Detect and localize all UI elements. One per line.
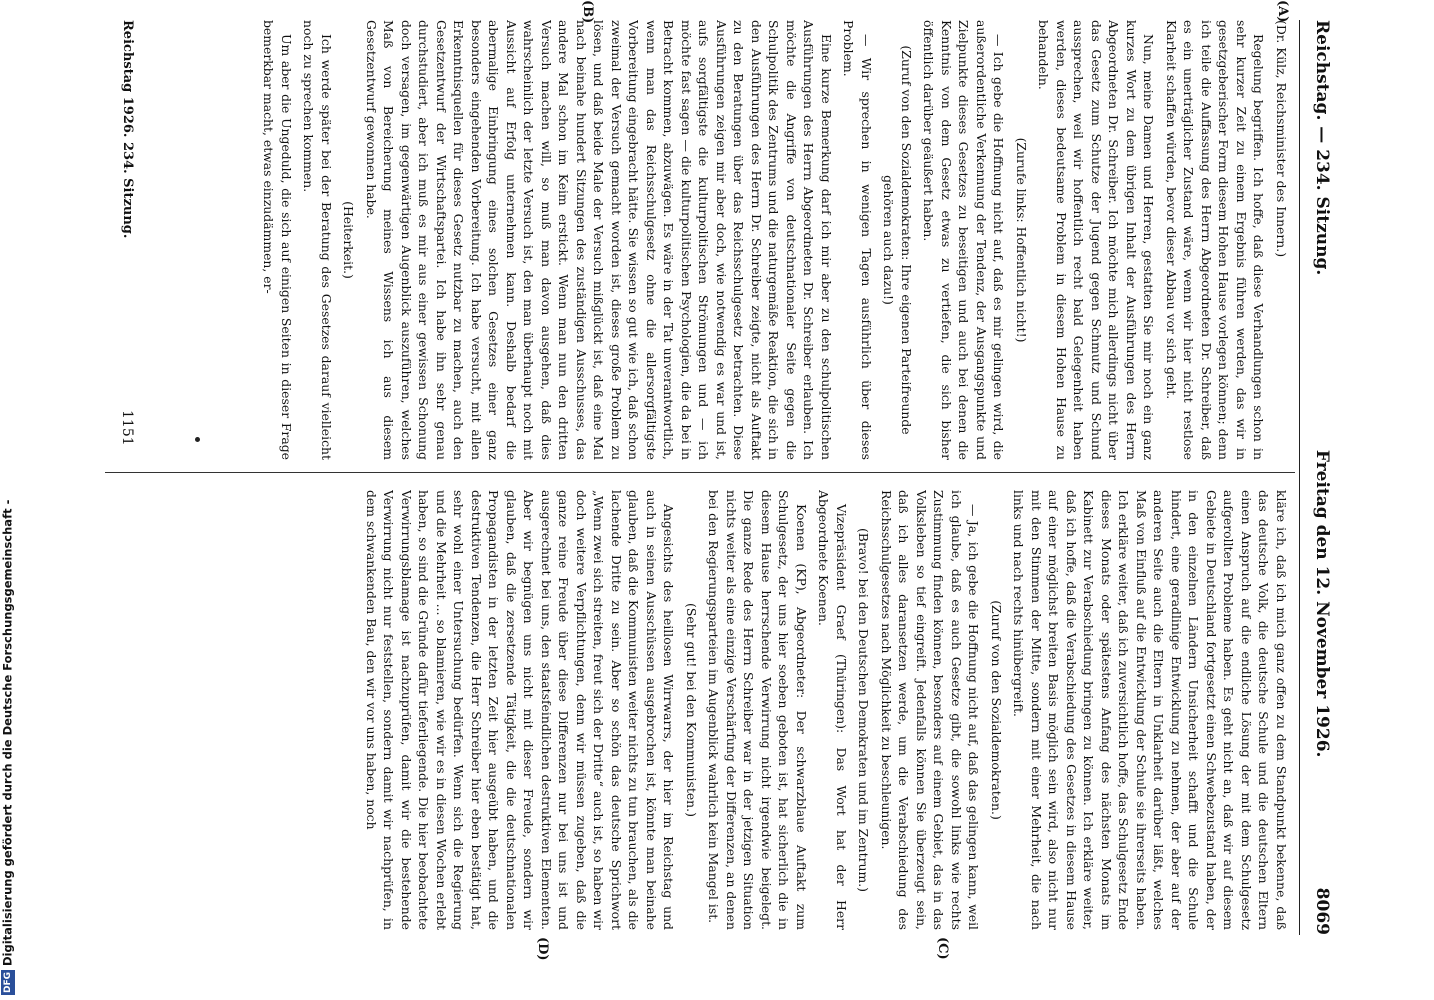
margin-marker-a: (A) [1275, 0, 1290, 23]
left-paragraph-3: — Ich gebe die Hoffnung nicht auf, daß es mir gelingen wird, die außerordentliche Verkennung der Tendenz, der Ausgangspunkte und Zielpunkte dieses Gesetzes zu beseitigen und auch bei denen die Kenntnis von dem Gesetz etwas zu vertiefen, die sich bisher öffentlich darüber geäußert haben. [921, 20, 1007, 460]
left-paragraph-5: Eine kurze Bemerkung darf ich mir aber zu den schulpolitischen Ausführungen des Herrn Abgeordneten Dr. Schreiber erlauben. Ich möchte die Angriffe von deutschnationaler Seite gegen die Schulpolitik des Zentrums und die naturgemäße Reaktion, die sich in den Ausführungen des Herrn Dr. Schreiber zeigte, nicht als Auftakt zu den Beratungen über das Reichsschulgesetz betrachten. Diese Ausführungen zeigen mir aber doch, wie notwendig es war und ist, aufs sorgfältigste die kulturpolitischen Strömungen und — ich möchte fast sagen — die kulturpolitischen Psychologien, die da bei in Betracht kommen, abzuwägen. Es wäre in der Tat unverantwortlich, wenn man das Reichsschulgesetz ohne die allersorgfältigste Vorbereitung eingebracht hätte. Sie wissen so gut wie ich, daß schon zweimal der Versuch gemacht worden ist, dieses große Problem zu lösen, und daß beide Male der Versuch mißglückt ist, daß eine Mal nach beinahe hundert Sitzungen des zuständigen Ausschusses, das andere Mal schon im Keim erstickt. Wenn man nun den dritten Versuch machen will, so muß man davon ausgehen, daß dies wahrscheinlich der letzte Versuch ist, den man überhaupt noch mit Aussicht auf Erfolg unternehmen kann. Deshalb bedarf die abermalige Einbringung eines solchen Gesetzes einer ganz besonders eingehenden Vorbereitung. Ich habe versucht, mit allen Erkenntnisquellen für dieses Gesetz nutzbar zu machen, auch den Gesetzentwurf der Wirtschaftspartei. Ich habe ihn sehr genau durchstudiert, aber ich muß es mir aus einer gewissen Schonung doch versagen, im gegenwärtigen Augenblick auszuführen, welches Maß von Bereicherung meines Wissens ich aus diesem Gesetzentwurf gewonnen habe. [364, 20, 834, 460]
header-left: Reichstag. — 234. Sitzung. [1312, 20, 1332, 276]
left-paragraph-6: Ich werde später bei der Beratung des Gesetzes darauf vielleicht noch zu sprechen kommen. [301, 20, 334, 460]
header-right [1312, 450, 1332, 935]
margin-marker-c: (C) [935, 937, 950, 960]
right-paragraph-3: Vizepräsident Graef (Thüringen): Das Wort hat der Herr Abgeordnete Koenen. [816, 490, 849, 930]
page-header [1299, 20, 1340, 935]
right-paragraph-2: — Ja, ich gebe die Hoffnung nicht auf, daß das gelingen kann, weil ich glaube, daß es auch Gesetze gibt, die sowohl links wie rechts Zustimmung finden können, besonders auf einem Gebiet, das in das Volksleben so tief eingreift. Jedenfalls können Sie überzeugt sein, daß ich alles daransetzen werde, um die Verabschiedung des Reichsschulgesetzes nach Möglichkeit zu beschleunigen. [879, 490, 982, 930]
right-column [250, 490, 1290, 930]
right-paragraph-5: Angesichts des heillosen Wirrwarrs, der hier im Reichstag und auch in seinen Ausschüssen ausgebrochen ist, könnte man beinahe glauben, daß die Kommunisten weiter nichts zu tun brauchen, als die lachende Dritte zu sein. Aber so schön das deutsche Sprichwort „Wenn zwei sich streiten, freut sich der Dritte“ auch ist, so haben wir doch weitere Verpflichtungen, denn wir müssen zugeben, daß die ganze reine Freude über diese Differenzen nur bei uns ist und ausgerechnet bei uns, den staatsfeindlichen destruktiven Elementen. Aber wir begnügen uns nicht mit dieser Freude, sondern wir glauben, daß die zersetzende Tätigkeit, die die deutschnationalen Propagandisten in der letzten Zeit hier ausgeübt haben, und die destruktiven Tendenzen, die Herr Schreiber hier eben bestätigt hat, sehr wohl einer Untersuchung bedürfen. Wenn sich die Regierung und die Mehrheit ... so blamieren, wie wir es in diesen Wochen erlebt haben, so sind die Gründe dafür tieferliegende. Die hier beobachtete Verwirrungsblamage ist nachzuprüfen, damit wir die bestehende Verwirrung nicht nur feststellen, sondern damit wir nachprüfen, in dem schwankenden Bau, den wir vor uns haben, noch [364, 490, 677, 930]
dfg-logo-icon: DFG [2, 971, 13, 993]
left-paragraph-7: Um aber die Ungeduld, die sich auf einigen Seiten in dieser Frage bemerkbar macht, etwas einzudämmen, er- [261, 20, 294, 460]
credit-line [0, 0, 20, 995]
left-paragraph-4: — Wir sprechen in wenigen Tagen ausführlich über dieses Problem. [841, 20, 874, 460]
left-paragraph-2: Nun, meine Damen und Herren, gestatten Sie mir noch ein ganz kurzes Wort zu dem übrigen Inhalt der Ausführungen des Herrn Abgeordneten Dr. Schreiber. Ich möchte mich allerdings nicht über das Gesetz zum Schutze der Jugend gegen Schmutz und Schund aussprechen, weil wir hoffentlich recht bald Gelegenheit haben werden, dieses bedeutsame Problem in diesem Hohen Hause zu behandeln. [1036, 20, 1157, 460]
column-divider [105, 472, 1295, 473]
interjection-6: (Sehr gut! bei den Kommunisten.) [684, 603, 699, 817]
right-paragraph-4: Koenen (KP), Abgeordneter: Der schwarzblaue Auftakt zum Schulgesetz, der uns hier soeben geboten ist, hat sicherlich die in diesem Hause herrschende Verwirrung nicht irgendwie beigelegt. Die ganze Rede des Herrn Schreiber war in der jetzigen Situation nichts weiter als eine einzige Verschärfung der Differenzen, an denen bei den Regierungsparteien im Augenblick wahrlich kein Mangel ist. [706, 490, 809, 930]
margin-marker-b: (B) [580, 0, 595, 24]
interjection-4: (Zuruf von den Sozialdemokraten.) [989, 600, 1004, 820]
print-dot [195, 437, 200, 442]
margin-marker-d: (D) [535, 937, 550, 961]
interjection-2: (Zuruf von den Sozialdemokraten: Ihre eigenen Parteifreunde gehören auch dazu!) [881, 45, 914, 435]
document-sheet [95, 0, 1340, 960]
footer-left: Reichstag 1926. 234. Sitzung. [120, 20, 135, 239]
rotated-document [95, 0, 1340, 960]
speaker-label: (Dr. Külz, Reichsminister des Innern.) [1274, 20, 1289, 258]
interjection-1: (Zurufe links: Hoffentlich nicht!) [1014, 137, 1029, 343]
right-paragraph-1: kläre ich, daß ich mich ganz offen zu dem Standpunkt bekenne, daß das deutsche Volk, die deutsche Schule und die deutschen Eltern einen Anspruch auf die endliche Lösung der mit dem Schulgesetz aufgerollten Probleme haben. Es geht nicht an, daß wir auf diesem Gebiete in Deutschland fortgesetzt einen Schwebezustand haben, der in den einzelnen Ländern Unsicherheit schafft und die Schule hindert, eine geradlinige Entwicklung zu nehmen, der aber auf der anderen Seite auch die Eltern in Unklarheit darüber läßt, welches Maß von Einfluß auf die Entwicklung der Schule sie ihrerseits haben. Ich erkläre weiter, daß ich zuversichtlich hoffe, das Schulgesetz Ende dieses Monats oder spätestens Anfang des nächsten Monats im Kabinett zur Verabschiedung bringen zu können. Ich erkläre weiter, daß ich hoffe, daß die Verabschiedung des Gesetzes in diesem Hause auf einer möglichst breiten Basis möglich sein wird, also nicht nur mit den Stimmen der Mitte, sondern mit einer Mehrheit, die nach links und nach rechts hinübergreift. [1011, 490, 1289, 930]
left-paragraph-1: Regelung begriffen. Ich hoffe, daß diese Verhandlungen schon in sehr kurzer Zeit zu einem Ergebnis führen werden, das wir in gesetzgeberischer Form diesem Hohen Hause vorlegen können; denn ich teile die Auffassung des Herrn Abgeordneten Dr. Schreiber, daß es ein unerträglicher Zustand wäre, wenn wir hier nicht restlose Klarheit schaffen würden, bevor dieser Abbau vor sich geht. [1164, 20, 1267, 460]
interjection-5: (Bravo! bei den Deutschen Demokraten und im Zentrum.) [856, 527, 872, 893]
credit-text: Digitalisierung gefördert durch die Deutsche Forschungsgemeinschaft - [0, 499, 15, 966]
left-column [250, 20, 1290, 460]
page-number: 8069 [1312, 887, 1332, 935]
interjection-3: (Heiterkeit.) [341, 201, 357, 279]
footer-page-number: 1151 [119, 410, 135, 446]
header-date: Freitag den 12. November 1926. [1312, 449, 1332, 758]
